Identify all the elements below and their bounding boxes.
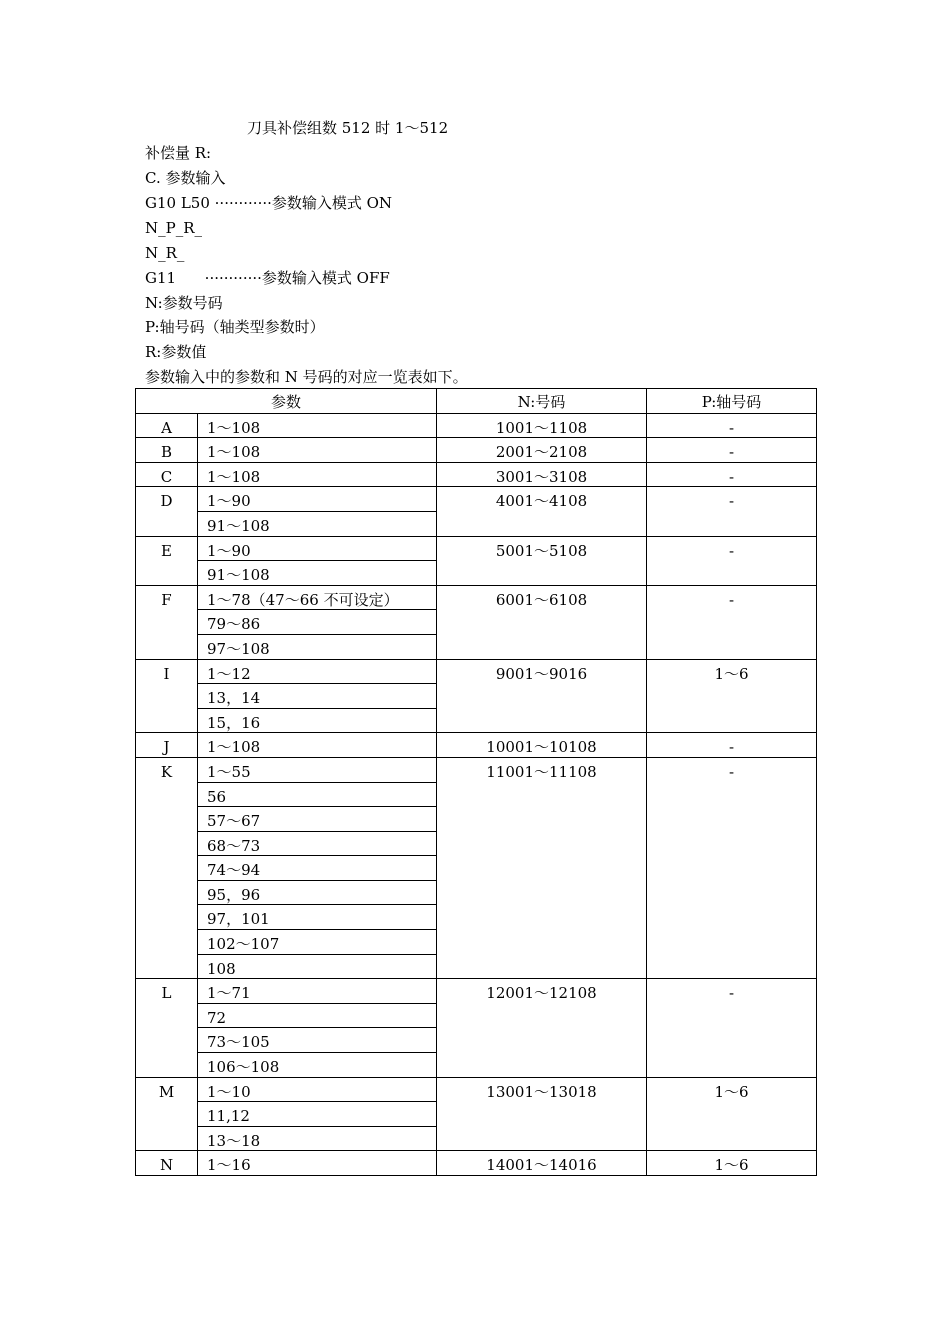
p-axis-number: - bbox=[647, 979, 817, 1077]
p-axis-number: - bbox=[647, 487, 817, 536]
parameter-group-name: N bbox=[136, 1151, 198, 1176]
p-axis-number: - bbox=[647, 585, 817, 659]
table-row bbox=[136, 438, 817, 463]
parameter-range: 1～16 bbox=[198, 1151, 437, 1176]
parameter-range: 106～108 bbox=[198, 1053, 437, 1078]
parameter-table-body bbox=[136, 389, 817, 1176]
p-axis-number: - bbox=[647, 536, 817, 585]
table-intro-line: 参数输入中的参数和 N 号码的对应一览表如下。 bbox=[145, 368, 468, 386]
n-number-range: 14001～14016 bbox=[437, 1151, 647, 1176]
table-row bbox=[136, 979, 817, 1004]
n-number-range: 9001～9016 bbox=[437, 659, 647, 733]
parameter-group-name: L bbox=[136, 979, 198, 1077]
parameter-range: 97～108 bbox=[198, 634, 437, 659]
p-axis-number: - bbox=[647, 438, 817, 463]
parameter-range: 1～108 bbox=[198, 462, 437, 487]
compensation-amount-line: 补偿量 R: bbox=[145, 144, 212, 162]
parameter-group-name: E bbox=[136, 536, 198, 585]
parameter-range: 72 bbox=[198, 1003, 437, 1028]
n-number-range: 2001～2108 bbox=[437, 438, 647, 463]
p-axis-number: 1～6 bbox=[647, 1077, 817, 1151]
parameter-range: 73～105 bbox=[198, 1028, 437, 1053]
table-row bbox=[136, 1077, 817, 1102]
parameter-range: 1～78（47～66 不可设定） bbox=[198, 585, 437, 610]
compensation-range-line: 刀具补偿组数 512 时 1～512 bbox=[247, 119, 449, 137]
header-parameter: 参数 bbox=[136, 389, 437, 414]
parameter-range: 57～67 bbox=[198, 807, 437, 832]
n-number-range: 6001～6108 bbox=[437, 585, 647, 659]
parameter-range: 102～107 bbox=[198, 930, 437, 955]
table-row bbox=[136, 487, 817, 512]
p-axis-number: - bbox=[647, 757, 817, 978]
table-row bbox=[136, 462, 817, 487]
table-row bbox=[136, 585, 817, 610]
table-row bbox=[136, 413, 817, 438]
parameter-table bbox=[135, 388, 817, 1176]
header-n-number: N:号码 bbox=[437, 389, 647, 414]
g10-command-line: G10 L50 ············参数输入模式 ON bbox=[145, 194, 393, 212]
parameter-range: 1～12 bbox=[198, 659, 437, 684]
parameter-range: 108 bbox=[198, 954, 437, 979]
table-row bbox=[136, 536, 817, 561]
parameter-range: 79～86 bbox=[198, 610, 437, 635]
parameter-range: 11,12 bbox=[198, 1102, 437, 1127]
n-number-range: 13001～13018 bbox=[437, 1077, 647, 1151]
parameter-range: 56 bbox=[198, 782, 437, 807]
table-row bbox=[136, 1151, 817, 1176]
p-axis-number: - bbox=[647, 733, 817, 758]
parameter-group-name: M bbox=[136, 1077, 198, 1151]
parameter-range: 1～10 bbox=[198, 1077, 437, 1102]
n-number-range: 1001～1108 bbox=[437, 413, 647, 438]
parameter-range: 97，101 bbox=[198, 905, 437, 930]
parameter-group-name: J bbox=[136, 733, 198, 758]
parameter-group-name: F bbox=[136, 585, 198, 659]
r-definition-line: R:参数值 bbox=[145, 343, 207, 361]
parameter-group-name: B bbox=[136, 438, 198, 463]
p-axis-number: - bbox=[647, 413, 817, 438]
parameter-group-name: C bbox=[136, 462, 198, 487]
table-row bbox=[136, 757, 817, 782]
parameter-range: 1～90 bbox=[198, 536, 437, 561]
parameter-group-name: A bbox=[136, 413, 198, 438]
npr-format-line: N_P_R_ bbox=[145, 219, 203, 237]
n-number-range: 3001～3108 bbox=[437, 462, 647, 487]
parameter-range: 1～90 bbox=[198, 487, 437, 512]
parameter-range: 1～108 bbox=[198, 733, 437, 758]
section-heading: C. 参数输入 bbox=[145, 169, 226, 187]
table-row bbox=[136, 659, 817, 684]
parameter-range: 68～73 bbox=[198, 831, 437, 856]
p-definition-line: P:轴号码（轴类型参数时） bbox=[145, 318, 325, 336]
parameter-group-name: K bbox=[136, 757, 198, 978]
parameter-range: 1～55 bbox=[198, 757, 437, 782]
header-row bbox=[136, 389, 817, 414]
parameter-range: 91～108 bbox=[198, 561, 437, 586]
table-row bbox=[136, 733, 817, 758]
parameter-range: 1～71 bbox=[198, 979, 437, 1004]
n-number-range: 10001～10108 bbox=[437, 733, 647, 758]
p-axis-number: 1～6 bbox=[647, 659, 817, 733]
n-number-range: 5001～5108 bbox=[437, 536, 647, 585]
parameter-group-name: D bbox=[136, 487, 198, 536]
n-number-range: 11001～11108 bbox=[437, 757, 647, 978]
header-p-axis-number: P:轴号码 bbox=[647, 389, 817, 414]
n-number-range: 12001～12108 bbox=[437, 979, 647, 1077]
parameter-range: 91～108 bbox=[198, 511, 437, 536]
nr-format-line: N_R_ bbox=[145, 244, 185, 262]
parameter-range: 74～94 bbox=[198, 856, 437, 881]
parameter-range: 1～108 bbox=[198, 438, 437, 463]
p-axis-number: - bbox=[647, 462, 817, 487]
parameter-range: 13～18 bbox=[198, 1126, 437, 1151]
parameter-range: 1～108 bbox=[198, 413, 437, 438]
parameter-group-name: I bbox=[136, 659, 198, 733]
n-definition-line: N:参数号码 bbox=[145, 294, 223, 312]
parameter-range: 15，16 bbox=[198, 708, 437, 733]
g11-command-line: G11 ············参数输入模式 OFF bbox=[145, 269, 390, 287]
p-axis-number: 1～6 bbox=[647, 1151, 817, 1176]
parameter-range: 13，14 bbox=[198, 684, 437, 709]
n-number-range: 4001～4108 bbox=[437, 487, 647, 536]
parameter-range: 95，96 bbox=[198, 880, 437, 905]
